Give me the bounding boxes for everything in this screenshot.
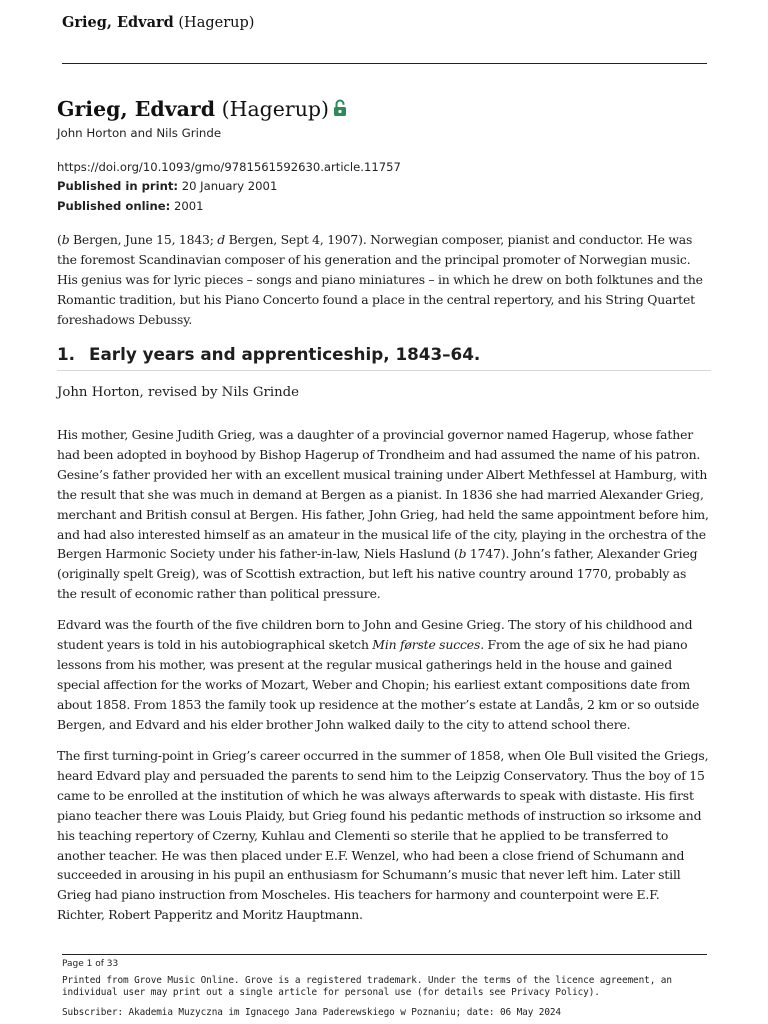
published-online-label: Published online:	[57, 199, 171, 213]
running-head-rest: (Hagerup)	[178, 15, 255, 31]
section-number: 1.	[57, 344, 76, 364]
published-in-print	[57, 179, 277, 193]
published-online	[57, 199, 203, 213]
published-in-print-value: 20 January 2001	[181, 179, 278, 193]
article-title	[57, 97, 347, 122]
intro-paragraph	[57, 230, 709, 330]
article-title-rest: (Hagerup)	[221, 97, 330, 121]
footer-rule	[62, 954, 707, 955]
paragraph	[57, 615, 709, 734]
header-rule	[62, 63, 707, 64]
published-online-value: 2001	[173, 199, 204, 213]
intro-born-abbr: b	[61, 232, 70, 247]
running-head	[62, 14, 254, 31]
unlocked-padlock-icon	[333, 98, 347, 122]
print-notice: Printed from Grove Music Online. Grove is a registered trademark. Under the terms of the licence agreement, an individual user may print out a single article for personal use (for details see Privacy Policy).	[62, 975, 672, 998]
published-in-print-label: Published in print:	[57, 179, 179, 193]
doi-link[interactable]: https://doi.org/10.1093/gmo/9781561592630.article.11757	[57, 160, 401, 174]
paragraph-text: Edvard was the fourth of the five children born to John and Gesine Grieg. The story of his childhood and student years is told in his autobiographical sketch	[57, 617, 693, 652]
paragraph-text: His mother, Gesine Judith Grieg, was a daughter of a provincial governor named Hagerup, whose father had been adopted in boyhood by Bishop Hagerup of Trondheim and had assumed the name of his patron. Gesine’s father provided her with an excellent musical training under Albert Methfessel at Hamburg, with the result that she was much in demand at Bergen as a pianist. In 1836 she had married Alexander Grieg, merchant and British consul at Bergen. His father, John Grieg, had held the same appointment before him, and had also interested himself as an amateur in the musical life of the city, playing in the orchestra of the Bergen Harmonic Society under his father-in-law, Niels Haslund (	[57, 427, 709, 562]
intro-rest: Bergen, Sept 4, 1907). Norwegian composer, pianist and conductor. He was the foremost Scandinavian composer of his generation and the principal promoter of Norwegian music. His genius was for lyric pieces – songs and piano miniatures – in which he drew on both folktunes and the Romantic tradition, but his Piano Concerto found a place in the central repertory, and his String Quartet foreshadows Debussy.	[57, 232, 703, 327]
paragraph-text: 1747). John’s father, Alexander Grieg (originally spelt Greig), was of Scottish extraction, but left his native country around 1770, probably as the result of economic rather than political pressure.	[57, 546, 698, 602]
page-number: Page 1 of 33	[62, 959, 119, 969]
intro-open: (	[57, 232, 62, 247]
paragraph: The first turning-point in Grieg’s career occurred in the summer of 1858, when Ole Bull visited the Griegs, heard Edvard play and persuaded the parents to send him to the Leipzig Conservatory. Thus the boy of 15 came to be enrolled at the institution of which he was always afterwards to speak with distaste. His first piano teacher there was Louis Plaidy, but Grieg found his pedantic methods of instruction so irksome and his teaching repertory of Czerny, Kuhlau and Clementi so sterile that he applied to be transferred to another teacher. He was then placed under E.F. Wenzel, who had been a close friend of Schumann and succeeded in arousing in his pupil an enthusiasm for Schumann’s music that never left him. Later still Grieg had piano instruction from Moscheles. His teachers for harmony and counterpoint were E.F. Richter, Robert Papperitz and Moritz Hauptmann.	[57, 748, 709, 923]
article-title-name: Grieg, Edvard	[57, 97, 216, 121]
paragraph	[57, 425, 709, 604]
article-authors: John Horton and Nils Grinde	[57, 126, 222, 140]
intro-died-abbr: d	[217, 232, 226, 247]
section-heading	[57, 344, 711, 371]
section-author: John Horton, revised by Nils Grinde	[57, 385, 300, 400]
paragraph-text: . From the age of six he had piano lessons from his mother, was present at the regular musical gatherings held in the house and gained special affection for the works of Mozart, Weber and Chopin; his earliest extant compositions date from about 1858. From 1853 the family took up residence at the mother’s estate at Landås, 2 km or so outside Bergen, and Edvard and his elder brother John walked daily to the city to attend school there.	[57, 636, 700, 732]
section-title: Early years and apprenticeship, 1843–64.	[89, 344, 481, 364]
running-head-name: Grieg, Edvard	[62, 14, 174, 31]
born-abbr: b	[458, 546, 467, 562]
subscriber-info: Subscriber: Akademia Muzyczna im Ignacego Jana Paderewskiego w Poznaniu; date: 06 May 2024	[62, 1007, 561, 1018]
work-title: Min første succes	[372, 636, 481, 652]
intro-birth: Bergen, June 15, 1843;	[69, 232, 218, 247]
